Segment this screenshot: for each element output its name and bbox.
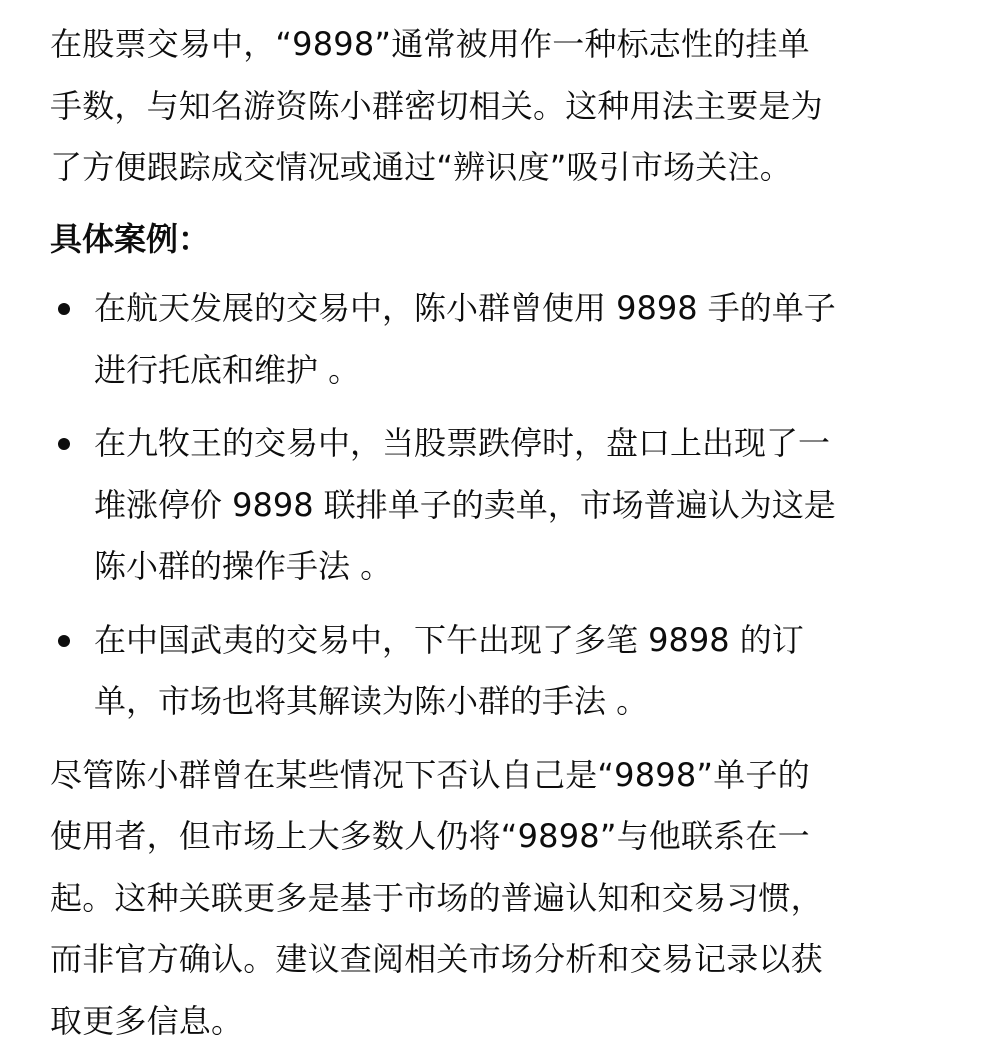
closing-line: 使用者，但市场上大多数人仍将“9898”与他联系在一 bbox=[50, 806, 955, 868]
closing-line: 尽管陈小群曾在某些情况下否认自己是“9898”单子的 bbox=[50, 745, 955, 807]
intro-line: 手数，与知名游资陈小群密切相关。这种用法主要是为 bbox=[50, 76, 955, 138]
bullet-dot-icon bbox=[58, 635, 70, 647]
bullet-dot-icon bbox=[58, 438, 70, 450]
closing-paragraph bbox=[50, 745, 955, 1052]
case-line: 进行托底和维护 。 bbox=[94, 340, 955, 402]
case-list-item bbox=[50, 413, 955, 598]
closing-line: 起。这种关联更多是基于市场的普遍认知和交易习惯， bbox=[50, 868, 955, 930]
closing-line: 取更多信息。 bbox=[50, 991, 955, 1052]
closing-line: 而非官方确认。建议查阅相关市场分析和交易记录以获 bbox=[50, 929, 955, 991]
section-heading: 具体案例： bbox=[50, 209, 955, 271]
case-line: 在中国武夷的交易中，下午出现了多笔 9898 的订 bbox=[94, 610, 955, 672]
case-list-item bbox=[50, 610, 955, 733]
intro-line: 在股票交易中，“9898”通常被用作一种标志性的挂单 bbox=[50, 14, 955, 76]
intro-line: 了方便跟踪成交情况或通过“辨识度”吸引市场关注。 bbox=[50, 137, 955, 199]
case-line: 单，市场也将其解读为陈小群的手法 。 bbox=[94, 671, 955, 733]
case-line: 在九牧王的交易中，当股票跌停时，盘口上出现了一 bbox=[94, 413, 955, 475]
intro-paragraph bbox=[50, 14, 955, 199]
bullet-dot-icon bbox=[58, 303, 70, 315]
case-list-item bbox=[50, 278, 955, 401]
case-list bbox=[50, 278, 955, 733]
case-line: 陈小群的操作手法 。 bbox=[94, 536, 955, 598]
case-line: 在航天发展的交易中，陈小群曾使用 9898 手的单子 bbox=[94, 278, 955, 340]
case-line: 堆涨停价 9898 联排单子的卖单，市场普遍认为这是 bbox=[94, 475, 955, 537]
